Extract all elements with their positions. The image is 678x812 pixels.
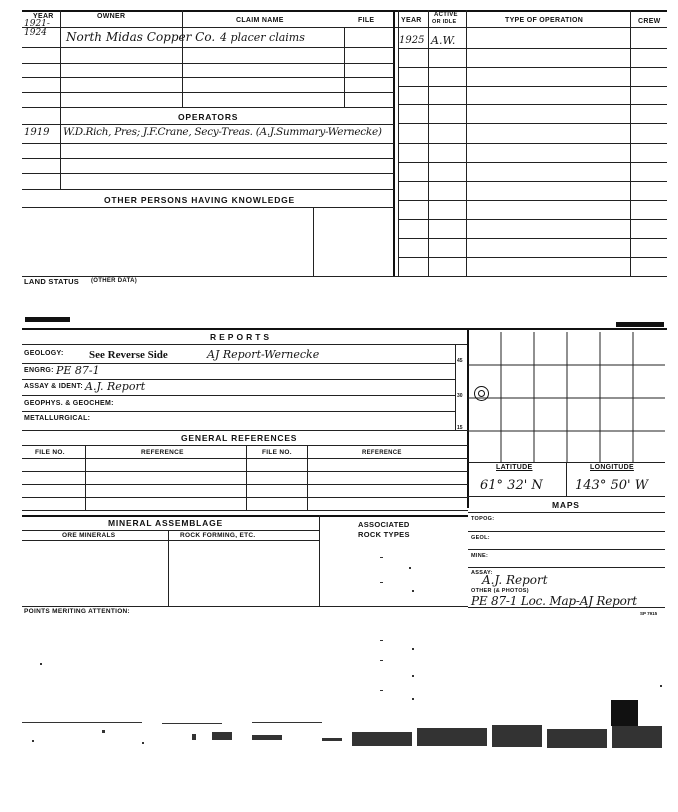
maps-rule bbox=[468, 512, 665, 513]
claim-name-column-header: CLAIM NAME bbox=[236, 17, 284, 24]
ore-minerals-header: ORE MINERALS bbox=[62, 532, 116, 539]
operator-row-line bbox=[22, 173, 394, 174]
general-refs-top bbox=[22, 430, 468, 431]
refs-col-divider bbox=[307, 445, 308, 510]
mineral-header-rule bbox=[22, 540, 320, 541]
engrg-handwritten: PE 87-1 bbox=[56, 364, 100, 377]
ops-row-line bbox=[398, 123, 667, 124]
file-no-header-2: FILE NO. bbox=[262, 449, 292, 456]
scan-speck bbox=[412, 648, 414, 650]
metallurgical-label: METALLURGICAL: bbox=[24, 415, 91, 422]
owner-col-divider bbox=[182, 10, 183, 108]
other-persons-title: OTHER PERSONS HAVING KNOWLEDGE bbox=[104, 195, 296, 205]
assay-map-label: ASSAY: bbox=[471, 570, 493, 576]
assay-ident-label: ASSAY & IDENT: bbox=[24, 383, 84, 390]
land-status-sub: (OTHER DATA) bbox=[91, 278, 138, 284]
operator-year: 1919 bbox=[24, 127, 50, 138]
owner-name: North Midas Copper Co. bbox=[66, 30, 216, 44]
owner-row-line bbox=[22, 47, 394, 48]
refs-row-line bbox=[22, 471, 468, 472]
mineral-bottom-rule bbox=[22, 606, 468, 607]
scan-speck bbox=[409, 567, 411, 569]
scan-speck bbox=[412, 590, 414, 592]
maps-top-rule bbox=[468, 496, 665, 497]
location-circle-mark bbox=[474, 386, 489, 401]
owner-row-line bbox=[22, 107, 394, 108]
year-col-divider bbox=[60, 10, 61, 190]
owner-column-header: OWNER bbox=[97, 13, 126, 20]
other-persons-divider bbox=[313, 207, 314, 276]
ops-row-line bbox=[398, 67, 667, 68]
assay-ident-handwritten: A.J. Report bbox=[85, 380, 146, 393]
scan-speck bbox=[380, 660, 383, 661]
refs-row-line bbox=[22, 510, 468, 511]
ops-row-line bbox=[398, 257, 667, 258]
scan-speck bbox=[380, 640, 383, 641]
other-photos-handwritten: PE 87-1 Loc. Map-AJ Report bbox=[471, 594, 637, 608]
op-year-column-header: YEAR bbox=[401, 17, 422, 24]
file-column-header: FILE bbox=[358, 17, 375, 24]
mineral-rule bbox=[22, 530, 320, 531]
scan-speck bbox=[412, 675, 414, 677]
scan-speck bbox=[380, 582, 383, 583]
topog-label: TOPOG: bbox=[471, 516, 495, 522]
punch-mark bbox=[616, 322, 664, 327]
reports-row-line bbox=[22, 395, 456, 396]
refs-row-line bbox=[22, 497, 468, 498]
geophys-label: GEOPHYS. & GEOCHEM: bbox=[24, 400, 114, 407]
maps-row-line bbox=[468, 531, 665, 532]
maps-bottom-rule bbox=[468, 607, 665, 608]
maps-title: MAPS bbox=[552, 500, 580, 510]
associated-divider bbox=[319, 515, 320, 607]
reports-rule bbox=[22, 344, 468, 345]
margin-number: 15 bbox=[457, 425, 463, 431]
ops-row-line bbox=[398, 200, 667, 201]
operator-entry: W.D.Rich, Pres; J.F.Crane, Secy-Treas. (A.J.Summary-Wernecke) bbox=[63, 126, 382, 138]
ops-row-line bbox=[398, 238, 667, 239]
other-persons-rule bbox=[22, 207, 394, 208]
ops-row-line bbox=[398, 181, 667, 182]
longitude-label: LONGITUDE bbox=[590, 464, 634, 471]
longitude-value: 143° 50' W bbox=[575, 478, 649, 493]
type-of-operation-header: TYPE OF OPERATION bbox=[505, 17, 584, 24]
margin-number: 30 bbox=[457, 393, 463, 399]
assay-map-handwritten: A.J. Report bbox=[482, 573, 548, 587]
mineral-col-divider bbox=[168, 530, 169, 607]
reports-title: REPORTS bbox=[210, 332, 273, 342]
engrg-label: ENGRG: bbox=[24, 367, 54, 374]
latlong-divider bbox=[566, 462, 567, 497]
general-refs-rule bbox=[22, 445, 468, 446]
reports-row-line bbox=[22, 411, 456, 412]
claim-col-divider bbox=[344, 28, 345, 108]
reports-margin-line bbox=[455, 344, 456, 430]
year-column-header: YEAR bbox=[33, 13, 54, 20]
active-sub-header: OR IDLE bbox=[432, 19, 457, 25]
operator-row-line bbox=[22, 143, 394, 144]
form-code: SP 7915 bbox=[640, 611, 658, 616]
owner-row-line bbox=[22, 63, 394, 64]
scan-speck bbox=[380, 557, 383, 558]
rock-types-header: ROCK TYPES bbox=[358, 530, 410, 539]
operator-row-line bbox=[22, 158, 394, 159]
latitude-value: 61° 32' N bbox=[480, 478, 543, 493]
scan-speck bbox=[40, 663, 42, 665]
mineral-assemblage-title: MINERAL ASSEMBLAGE bbox=[108, 518, 223, 528]
claim-name: 4 placer claims bbox=[220, 31, 305, 44]
geology-handwritten: AJ Report-Wernecke bbox=[207, 348, 320, 361]
ops-bottom-line bbox=[22, 276, 667, 277]
general-references-title: GENERAL REFERENCES bbox=[181, 433, 298, 443]
geology-label: GEOLOGY: bbox=[24, 350, 64, 357]
mineral-top-rule bbox=[22, 515, 468, 517]
operator-row-line bbox=[22, 189, 394, 190]
mine-map-label: MINE: bbox=[471, 553, 489, 559]
owner-row-line bbox=[22, 92, 394, 93]
geol-map-label: GEOL: bbox=[471, 535, 490, 541]
ops-row-line bbox=[398, 48, 667, 49]
operation-status: A.W. bbox=[431, 34, 456, 47]
maps-row-line bbox=[468, 549, 665, 550]
crew-column-header: CREW bbox=[638, 18, 661, 25]
land-status-label: LAND STATUS bbox=[24, 277, 80, 286]
refs-col-divider bbox=[246, 445, 247, 510]
reference-header: REFERENCE bbox=[141, 449, 184, 456]
punch-mark bbox=[25, 317, 70, 322]
scan-speck bbox=[660, 685, 662, 687]
scan-speck bbox=[412, 698, 414, 700]
refs-col-divider bbox=[85, 445, 86, 510]
ops-row-line bbox=[398, 143, 667, 144]
ops-row-line bbox=[398, 104, 667, 105]
refs-row-line bbox=[22, 484, 468, 485]
ops-row-line bbox=[398, 219, 667, 220]
file-no-header: FILE NO. bbox=[35, 449, 65, 456]
scan-noise-band bbox=[22, 720, 667, 754]
rock-forming-header: ROCK FORMING, ETC. bbox=[180, 532, 256, 539]
ops-row-line bbox=[398, 162, 667, 163]
geology-typed: See Reverse Side bbox=[89, 349, 168, 361]
other-photos-label: OTHER (& PHOTOS) bbox=[471, 588, 529, 594]
top-border bbox=[22, 10, 667, 12]
refs-row-line bbox=[22, 458, 468, 459]
operators-title: OPERATORS bbox=[178, 112, 239, 122]
operators-rule bbox=[22, 124, 394, 125]
margin-number: 45 bbox=[457, 358, 463, 364]
ownership-year: 1921- 1924 bbox=[24, 19, 50, 38]
owner-row-line bbox=[22, 77, 394, 78]
location-grid bbox=[468, 332, 665, 462]
maps-row-line bbox=[468, 567, 665, 568]
active-column-header: ACTIVE bbox=[434, 12, 458, 18]
associated-header: ASSOCIATED bbox=[358, 520, 410, 529]
reference-header-2: REFERENCE bbox=[362, 450, 402, 456]
bottom-section-top bbox=[22, 328, 667, 330]
latitude-label: LATITUDE bbox=[496, 464, 533, 471]
ops-row-line bbox=[398, 86, 667, 87]
points-meriting-attention-label: POINTS MERITING ATTENTION: bbox=[24, 608, 131, 615]
operation-year: 1925 bbox=[399, 35, 425, 46]
scan-speck bbox=[380, 690, 383, 691]
